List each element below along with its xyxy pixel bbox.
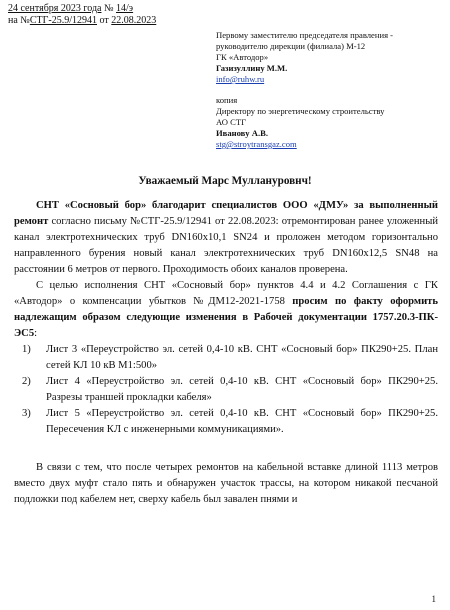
paragraph-1-bold: СНТ «Сосновый бор» благодарит специалистов ООО «ДМУ» за выполненный ремонт bbox=[14, 200, 438, 227]
page-number: 1 bbox=[431, 594, 436, 604]
paragraph-1 bbox=[14, 198, 438, 278]
list-item bbox=[14, 342, 438, 374]
addressee-name: Газизуллину М.М. bbox=[216, 63, 288, 73]
list-item-text: Лист 3 «Переустройство эл. сетей 0,4-10 кВ. СНТ «Сосновый бор» ПК290+25. План сетей КЛ 10 кВ М1:500» bbox=[46, 344, 438, 371]
incoming-prefix: на № bbox=[8, 15, 30, 26]
copy-line1: Директору по энергетическому строительству bbox=[216, 106, 385, 116]
list-item-number: 3) bbox=[22, 408, 31, 419]
addressee-line3: ГК «Автодор» bbox=[216, 52, 269, 62]
paragraph-2 bbox=[14, 278, 438, 342]
list-item-text: Лист 4 «Переустройство эл. сетей 0,4-10 кВ. СНТ «Сосновый бор» ПК290+25. Разрезы траншей прокладки кабеля» bbox=[46, 376, 438, 403]
list-item-number: 1) bbox=[22, 344, 31, 355]
list-item bbox=[14, 406, 438, 438]
list-item-number: 2) bbox=[22, 376, 31, 387]
addressee-line2: руководителю дирекции (филиала) М-12 bbox=[216, 41, 366, 51]
incoming-ref-number: СТГ-25.9/12941 bbox=[29, 15, 98, 26]
addressee-email-link[interactable]: info@ruhw.ru bbox=[216, 74, 265, 84]
paragraph-3: В связи с тем, что после четырех ремонтов на кабельной вставке длиной 1113 метров вместо двух муфт стало пять и обнаружен участок трассы, на котором никакой песчаной подложки под кабелем нет, сверху кабель был завален пнями и bbox=[14, 462, 438, 505]
addressee-block bbox=[216, 30, 444, 150]
outgoing-reference bbox=[8, 3, 156, 27]
outgoing-number: 14/э bbox=[116, 3, 134, 14]
list-item-text: Лист 5 «Переустройство эл. сетей 0,4-10 кВ. СНТ «Сосновый бор» ПК290+25. Пересечения КЛ с инженерными коммуникациями». bbox=[46, 408, 438, 435]
copy-name: Ивановy А.В. bbox=[216, 128, 268, 138]
paragraph-2-bold: просим по факту оформить надлежащим образом следующие изменения в Рабочей документации 1757.20.3-ПК-ЭС5 bbox=[14, 296, 438, 339]
incoming-mid: от bbox=[97, 15, 112, 26]
outgoing-reference-line1 bbox=[8, 3, 156, 15]
incoming-reference-line bbox=[8, 15, 156, 27]
copy-line2: АО СТГ bbox=[216, 117, 247, 127]
outgoing-number-label: № bbox=[103, 3, 114, 14]
copy-label: копия bbox=[216, 95, 238, 105]
copy-email-link[interactable]: stg@stroytransgaz.com bbox=[216, 139, 297, 149]
sheet-list bbox=[14, 342, 438, 438]
addressee-line1: Первому заместителю председателя правления - bbox=[216, 30, 394, 40]
letter-body bbox=[14, 198, 438, 508]
paragraph-2-tail: : bbox=[34, 328, 38, 339]
paragraph-1-text: согласно письму №СТГ-25.9/12941 от 22.08.2023: отремонтирован ранее уложенный канал электротехнических труб DN160x10,1 SN24 и проложен методом горизонтально направленного бурения новый канал электротехнических труб DN160x12,5 SN48 на расстоянии 6 метров от первого. Проходимость обоих каналов проверена. bbox=[14, 216, 438, 275]
greeting: Уважаемый Марс Муллануровнч! bbox=[138, 175, 312, 187]
incoming-ref-date: 22.08.2023 bbox=[111, 15, 157, 26]
outgoing-date: 24 сентября 2023 года bbox=[8, 3, 102, 14]
list-item bbox=[14, 374, 438, 406]
paragraph-2-text: С целью исполнения СНТ «Сосновый бор» пунктов 4.4 и 4.2 Соглашения с ГК «Автодор» о компенсации убытков №ДМ12-2021-1758 bbox=[14, 280, 438, 307]
